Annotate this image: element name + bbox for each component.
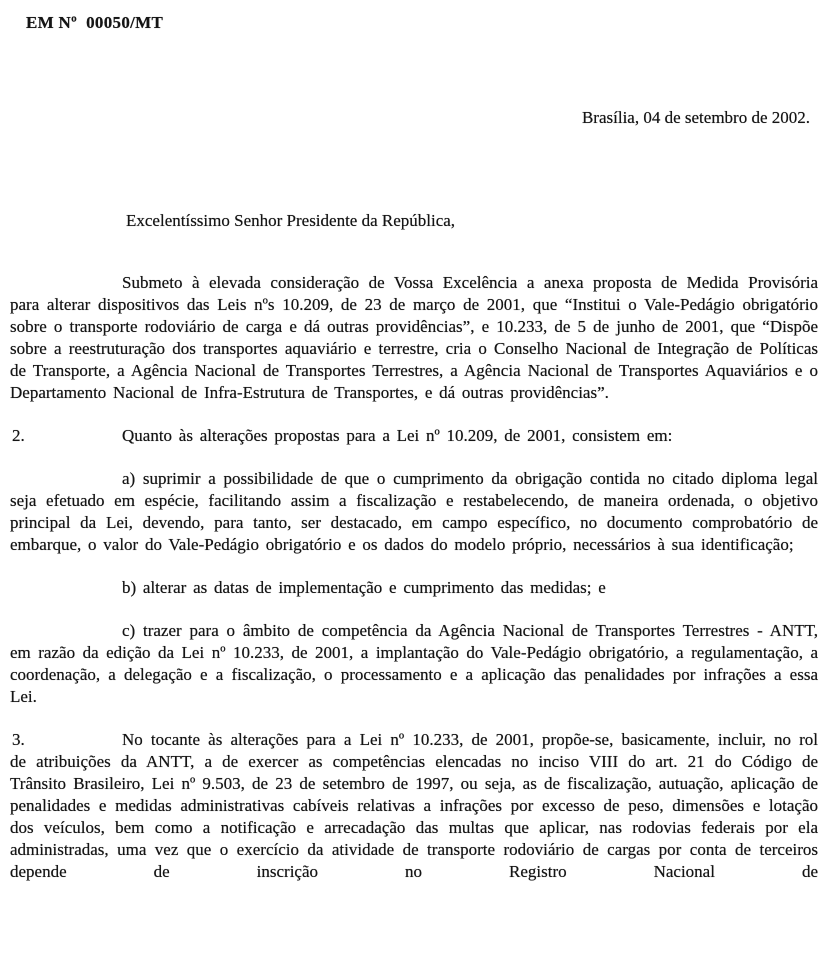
paragraph-number: 3.	[12, 730, 25, 749]
paragraph-text: No tocante às alterações para a Lei nº 10.233, de 2001, propõe-se, basicamente, incluir, no rol de atribuições da ANTT, a de exercer as competências elencadas no inciso VIII do art. 21 do Código de Trânsito Brasileiro, Lei nº 9.503, de 23 de setembro de 1997, ou seja, as de fiscalização, autuação, aplicação de penalidades e medidas administrativas cabíveis relativas a infrações por excesso de peso, dimensões e lotação dos veículos, bem como a notificação e arrecadação das multas que aplicar, nas rodovias federais por ela administradas, uma vez que o exercício da atividade de transporte rodoviário de cargas por conta de terceiros depende de inscrição no Registro Nacional de	[10, 730, 818, 881]
date-line: Brasília, 04 de setembro de 2002.	[581, 108, 810, 127]
paragraph-item-b	[10, 577, 818, 599]
em-reference-number: EM Nº 00050/MT	[26, 13, 164, 32]
paragraph-number: 2.	[12, 426, 25, 445]
paragraph-text: Submeto à elevada consideração de Vossa Excelência a anexa proposta de Medida Provisória para alterar dispositivos das Leis nºs 10.209, de 23 de março de 2001, que “Institui o Vale-Pedágio obrigatório sobre o transporte rodoviário de carga e dá outras providências”, e 10.233, de 5 de junho de 2001, que “Dispõe sobre a reestruturação dos transportes aquaviário e terrestre, cria o Conselho Nacional de Integração de Políticas de Transporte, a Agência Nacional de Transportes Terrestres, a Agência Nacional de Transportes Aquaviários e o Departamento Nacional de Infra-Estrutura de Transportes, e dá outras providências”.	[10, 273, 818, 402]
paragraph-item-c	[10, 620, 818, 708]
paragraph-item-a	[10, 468, 818, 556]
salutation: Excelentíssimo Senhor Presidente da República,	[126, 211, 456, 230]
paragraph-2	[10, 425, 818, 447]
paragraph-text: a) suprimir a possibilidade de que o cumprimento da obrigação contida no citado diploma legal seja efetuado em espécie, facilitando assim a fiscalização e restabelecendo, de maneira ordenada, o objetivo principal da Lei, devendo, para tanto, ser destacado, em campo específico, no documento comprobatório de embarque, o valor do Vale-Pedágio obrigatório e os dados do modelo próprio, necessários à sua identificação;	[10, 469, 818, 554]
paragraph-3	[10, 729, 818, 883]
paragraph-1	[10, 272, 818, 404]
paragraph-text: c) trazer para o âmbito de competência da Agência Nacional de Transportes Terrestres - ANTT, em razão da edição da Lei nº 10.233, de 2001, a implantação do Vale-Pedágio obrigatório, a regulamentação, a coordenação, a delegação e a fiscalização, o processamento e a aplicação das penalidades por infrações a essa Lei.	[10, 621, 818, 706]
paragraph-text: b) alterar as datas de implementação e cumprimento das medidas; e	[122, 578, 606, 597]
document-body	[10, 272, 818, 904]
paragraph-text: Quanto às alterações propostas para a Lei nº 10.209, de 2001, consistem em:	[122, 426, 673, 445]
